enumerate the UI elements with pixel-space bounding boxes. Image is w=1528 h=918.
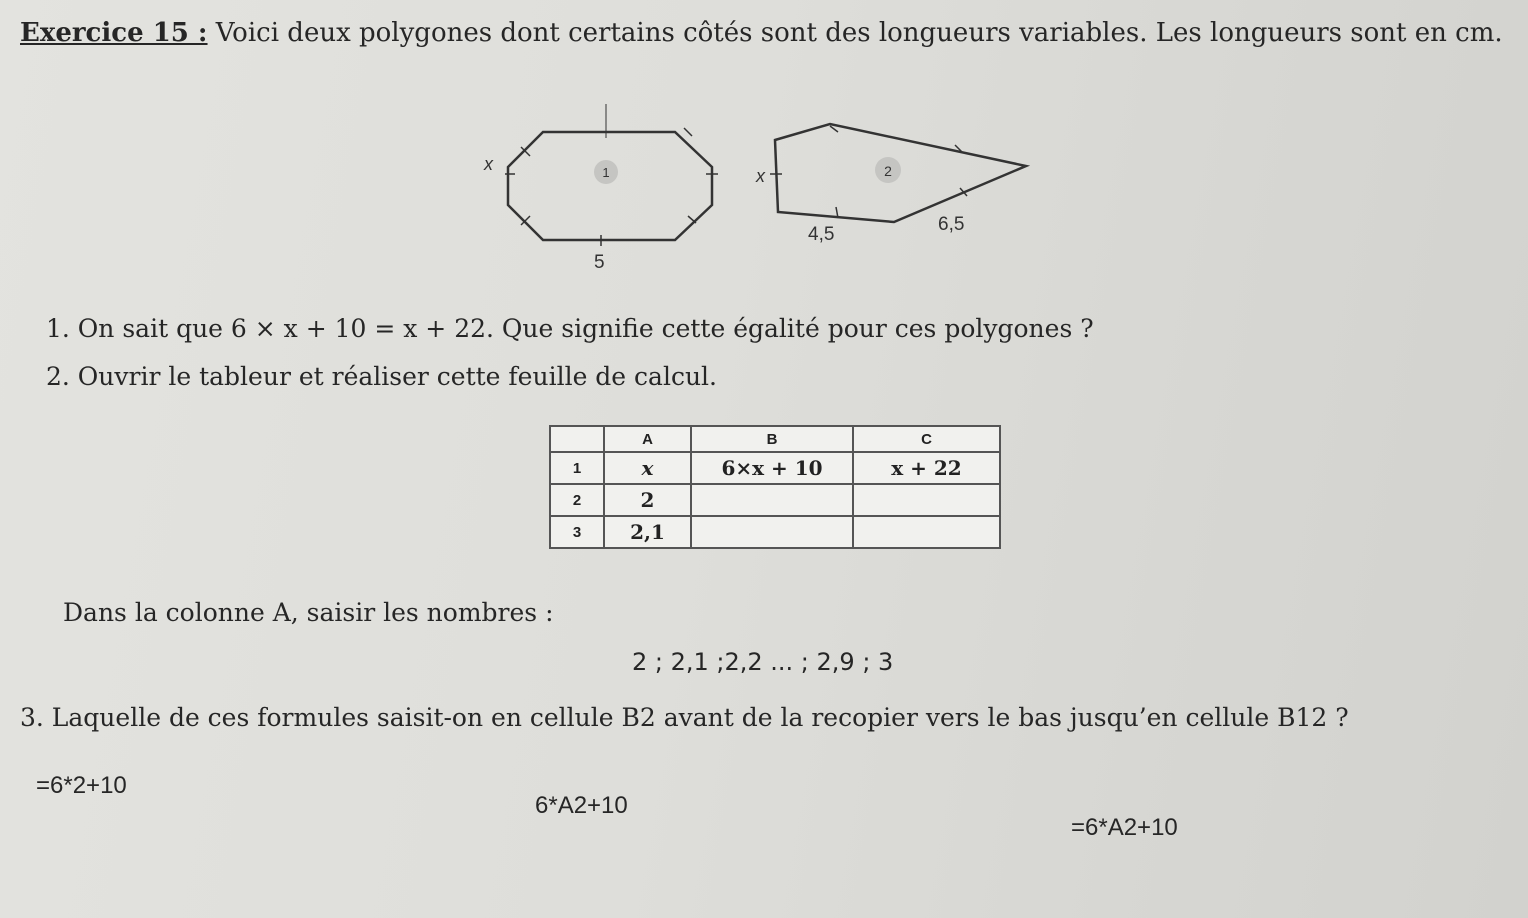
- polygon-1-side-label: x: [484, 154, 493, 174]
- polygon-2-length-a: 4,5: [808, 224, 835, 245]
- column-header-a: A: [604, 426, 691, 452]
- cell-b2: [691, 484, 853, 516]
- column-header-b: B: [691, 426, 853, 452]
- question-1-suffix: . Que signifie cette égalité pour ces polygones ?: [486, 314, 1094, 343]
- row-number: 1: [550, 452, 604, 484]
- polygon-1-number: 1: [602, 165, 610, 180]
- cell-c1: x + 22: [853, 452, 1000, 484]
- table-row: [550, 484, 1000, 516]
- question-3: 3. Laquelle de ces formules saisit-on en cellule B2 avant de la recopier vers le bas jusqu’en cellule B12 ?: [20, 703, 1349, 732]
- formula-option-2: 6*A2+10: [535, 792, 628, 819]
- cell-c2: [853, 484, 1000, 516]
- corner-cell: [550, 426, 604, 452]
- polygon-2-number: 2: [884, 163, 892, 179]
- exercise-label: Exercice 15 :: [20, 18, 208, 48]
- cell-a2: 2: [604, 484, 691, 516]
- cell-c3: [853, 516, 1000, 548]
- spreadsheet-table: [549, 425, 1001, 549]
- question-1-equation: 6 × x + 10 = x + 22: [230, 314, 487, 343]
- column-header-c: C: [853, 426, 1000, 452]
- row-number: 2: [550, 484, 604, 516]
- cell-b1: 6×x + 10: [691, 452, 853, 484]
- polygon-2-side-label: x: [756, 166, 765, 186]
- question-1: [46, 314, 1094, 343]
- exercise-title: [20, 18, 1503, 48]
- table-row: [550, 516, 1000, 548]
- polygon-2-length-b: 6,5: [938, 214, 965, 235]
- spreadsheet-header-row: [550, 426, 1000, 452]
- cell-b3: [691, 516, 853, 548]
- question-1-prefix: 1. On sait que: [46, 314, 231, 343]
- cell-a3: 2,1: [604, 516, 691, 548]
- question-2: 2. Ouvrir le tableur et réaliser cette feuille de calcul.: [46, 362, 717, 391]
- table-row: [550, 452, 1000, 484]
- row-number: 3: [550, 516, 604, 548]
- polygon-1-bottom-length: 5: [594, 252, 605, 273]
- cell-a1: x: [604, 452, 691, 484]
- polygons-figure: [470, 90, 1050, 290]
- polygon-1: [508, 132, 712, 240]
- column-a-instruction: Dans la colonne A, saisir les nombres :: [63, 598, 554, 627]
- number-sequence: 2 ; 2,1 ;2,2 ... ; 2,9 ; 3: [632, 648, 894, 676]
- formula-option-1: =6*2+10: [36, 772, 127, 799]
- exercise-intro: Voici deux polygones dont certains côtés sont des longueurs variables. Les longueurs sont en cm.: [207, 18, 1503, 48]
- formula-option-3: =6*A2+10: [1071, 814, 1178, 841]
